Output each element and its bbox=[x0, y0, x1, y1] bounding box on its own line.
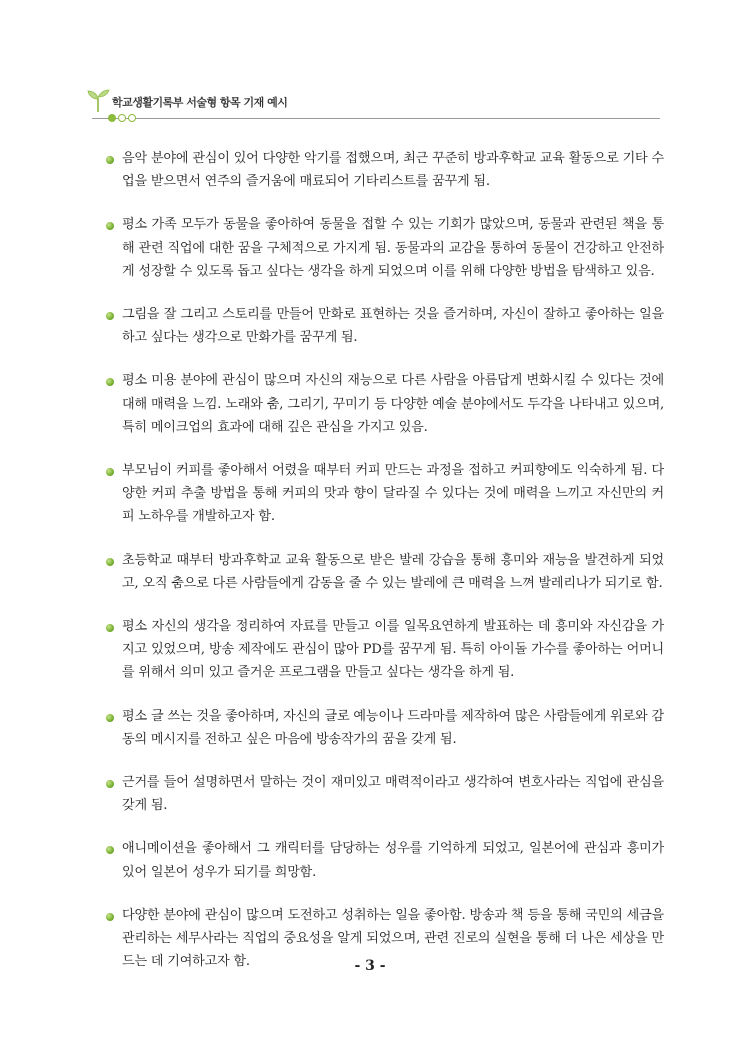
green-dot-bullet-icon bbox=[106, 624, 114, 632]
list-item bbox=[106, 459, 664, 529]
list-item-text: 그림을 잘 그리고 스토리를 만들어 만화로 표현하는 것을 즐거하며, 자신이 잘하고 좋아하는 일을 하고 싶다는 생각으로 만화가를 꿈꾸게 됨. bbox=[122, 307, 664, 346]
list-item-text: 초등학교 때부터 방과후학교 교육 활동으로 받은 발레 강습을 통해 흥미와 재능을 발견하게 되었고, 오직 춤으로 다른 사람들에게 감동을 줄 수 있는 발레에 큰 매력을 느껴 발레리나가 되기로 함. bbox=[122, 552, 664, 591]
green-dot-bullet-icon bbox=[106, 468, 114, 476]
green-dot-bullet-icon bbox=[106, 378, 114, 386]
list-item-text: 평소 자신의 생각을 정리하여 자료를 만들고 이를 일목요연하게 발표하는 데 흥미와 자신감을 가지고 있었으며, 방송 제작에도 관심이 많아 PD를 꿈꾸게 됨. 특히 아이돌 가수를 좋아하는 어머니를 위해서 의미 있고 즐거운 프로그램을 만들고 싶다는 생각을 하게 됨. bbox=[122, 619, 664, 681]
list-item-text: 평소 글 쓰는 것을 좋아하며, 자신의 글로 예능이나 드라마를 제작하여 많은 사람들에게 위로와 감동의 메시지를 전하고 싶은 마음에 방송작가의 꿈을 갖게 됨. bbox=[122, 708, 664, 747]
green-dot-bullet-icon bbox=[106, 714, 114, 722]
list-item bbox=[106, 705, 664, 751]
dot-icon bbox=[118, 114, 126, 122]
green-dot-bullet-icon bbox=[106, 312, 114, 320]
green-dot-bullet-icon bbox=[106, 913, 114, 921]
green-dot-bullet-icon bbox=[106, 558, 114, 566]
list-item-text: 부모님이 커피를 좋아해서 어렸을 때부터 커피 만드는 과정을 접하고 커피향에도 익숙하게 됨. 다양한 커피 추출 방법을 통해 커피의 맛과 향이 달라질 수 있다는 것에 매력을 느끼고 자신만의 커피 노하우를 개발하고자 함. bbox=[122, 463, 664, 525]
list-item bbox=[106, 771, 664, 817]
list-item bbox=[106, 303, 664, 349]
green-dot-bullet-icon bbox=[106, 846, 114, 854]
page-header bbox=[86, 84, 660, 128]
header-divider bbox=[92, 118, 660, 119]
list-item bbox=[106, 369, 664, 439]
header-dots-decoration bbox=[108, 114, 138, 133]
list-item bbox=[106, 213, 664, 283]
green-dot-bullet-icon bbox=[106, 156, 114, 164]
page-number: - 3 - bbox=[354, 958, 386, 974]
list-item-text: 근거를 들어 설명하면서 말하는 것이 재미있고 매력적이라고 생각하여 변호사라는 직업에 관심을 갖게 됨. bbox=[122, 775, 664, 814]
list-item bbox=[106, 549, 664, 595]
list-item-text: 음악 분야에 관심이 있어 다양한 악기를 접했으며, 최근 꾸준히 방과후학교 교육 활동으로 기타 수업을 받으면서 연주의 즐거움에 매료되어 기타리스트를 꿈꾸게 됨. bbox=[122, 151, 664, 190]
dot-icon bbox=[108, 114, 116, 122]
green-dot-bullet-icon bbox=[106, 780, 114, 788]
list-item bbox=[106, 615, 664, 685]
list-item-text: 애니메이션을 좋아해서 그 캐릭터를 담당하는 성우를 기억하게 되었고, 일본어에 관심과 흥미가 있어 일본어 성우가 되기를 희망함. bbox=[122, 841, 664, 880]
list-item-text: 다양한 분야에 관심이 많으며 도전하고 성취하는 일을 좋아함. 방송과 책 등을 통해 국민의 세금을 관리하는 세무사라는 직업의 중요성을 알게 되었으며, 관련 진로의 실현을 통해 더 나은 세상을 만드는 데 기여하고자 함. bbox=[122, 907, 664, 970]
dot-icon bbox=[128, 114, 136, 122]
list-item bbox=[106, 837, 664, 883]
header-title: 학교생활기록부 서술형 항목 기재 예시 bbox=[112, 96, 288, 109]
green-dot-bullet-icon bbox=[106, 222, 114, 230]
example-list bbox=[106, 147, 664, 993]
list-item-text: 평소 가족 모두가 동물을 좋아하여 동물을 접할 수 있는 기회가 많았으며, 동물과 관련된 책을 통해 관련 직업에 대한 꿈을 구체적으로 가지게 됨. 동물과의 교감을 통하여 동물이 건강하고 안전하게 성장할 수 있도록 돕고 싶다는 생각을 하게 되었으며 이를 위해 다양한 방법을 탐색하고 있음. bbox=[122, 217, 664, 279]
list-item bbox=[106, 147, 664, 193]
list-item-text: 평소 미용 분야에 관심이 많으며 자신의 재능으로 다른 사람을 아름답게 변화시킬 수 있다는 것에 대해 매력을 느낌. 노래와 춤, 그리기, 꾸미기 등 다양한 예술 분야에서도 두각을 나타내고 있으며, 특히 메이크업의 효과에 대해 깊은 관심을 가지고 있음. bbox=[122, 373, 664, 435]
